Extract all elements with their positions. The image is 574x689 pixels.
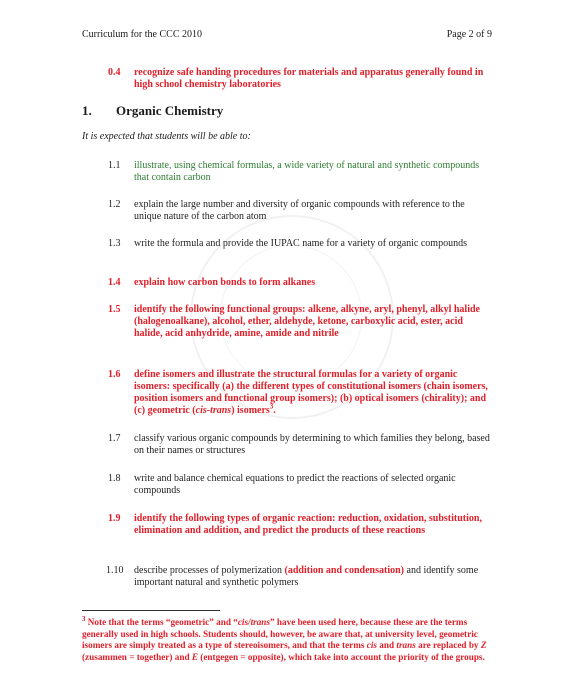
outcome-text: write and balance chemical equations to predict the reactions of selected organic compounds [134,473,456,496]
outcome-number: 1.5 [108,304,121,315]
outcome-text: classify various organic compounds by determining to which families they belong, based on their names or structures [134,433,490,456]
outcome-text: define isomers and illustrate the structural formulas for a variety of organic isomers: specifically (a) the different types of constitutional isomers (chain isomers, position isomers and functional group isomers); (b) optical isomers (chirality); and (c) geometric (cis-trans) isomers$^3$. [134,369,488,416]
outcome-number: 1.7 [108,433,121,444]
outcome-number: 1.4 [108,277,121,288]
outcome-text: explain how carbon bonds to form alkanes [134,277,316,288]
outcome-text: explain the large number and diversity of organic compounds with reference to the unique nature of the carbon atom [134,199,465,222]
footnote: $^3$ Note that the terms “geometric” and “cis/trans” have been used here, because these are the terms generally used in high schools. Students should, however, be aware that, at university level, geometric isomers are simply treated as a type of stereoisomers, and that the terms cis and trans are replaced by Z (zusammen = together) and E (entgegen = opposite), which take into account the priority of the groups. [82,614,487,662]
page-number: Page 2 of 9 [446,29,492,40]
outcome-number: 0.4 [108,67,121,78]
intro-text: It is expected that students will be able to: [82,131,251,142]
outcome-number: 1.2 [108,199,121,210]
outcome-number: 1.1 [108,160,121,171]
outcome-text: recognize safe handing procedures for materials and apparatus generally found in high school chemistry laboratories [134,67,484,90]
footnote-divider [82,610,220,611]
outcome-text: illustrate, using chemical formulas, a wide variety of natural and synthetic compounds that contain carbon [134,160,480,183]
outcome-number: 1.9 [108,513,121,524]
outcome-number: 1.3 [108,238,121,249]
outcome-number: 1.8 [108,473,121,484]
outcome-text: write the formula and provide the IUPAC name for a variety of organic compounds [134,238,467,249]
outcome-text: identify the following types of organic reaction: reduction, oxidation, substitution, elimination and addition, and predict the products of these reactions [134,513,482,536]
section-number: 1. [82,103,92,118]
outcome-text: identify the following functional groups: alkene, alkyne, aryl, phenyl, alkyl halide (halogenoalkane), alcohol, ether, aldehyde, ketone, carboxylic acid, ester, acid halide, acid anhydride, amine, amide and nitrile [134,304,480,339]
outcome-number: 1.6 [108,369,121,380]
outcome-number: 1.10 [106,565,124,576]
outcome-text: describe processes of polymerization (addition and condensation) and identify some important natural and synthetic polymers [134,565,479,588]
page-header [82,29,492,43]
document-title: Curriculum for the CCC 2010 [82,29,202,40]
section-title: Organic Chemistry [116,103,224,118]
